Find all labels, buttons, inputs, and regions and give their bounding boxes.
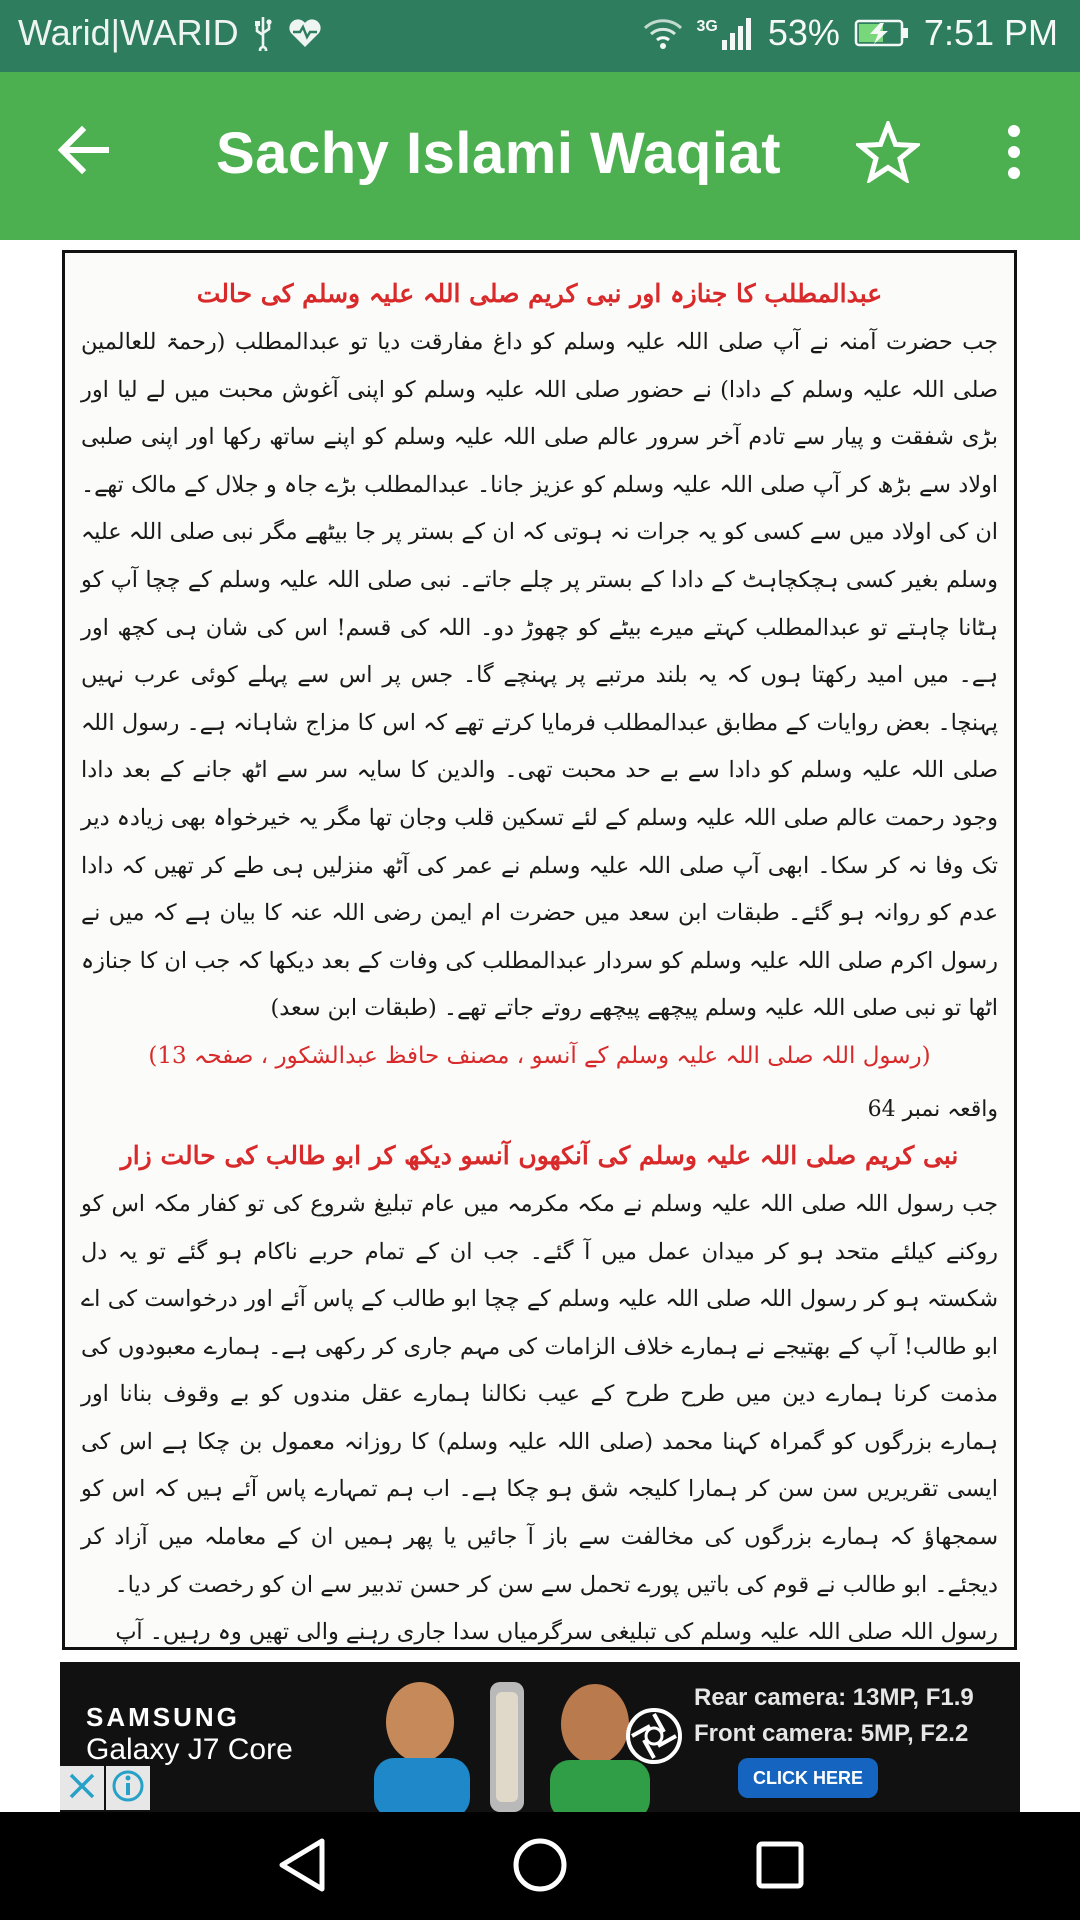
wifi-icon <box>643 16 683 50</box>
ad-spec-rear: Rear camera: 13MP, F1.9 <box>694 1684 974 1711</box>
waqia-number: واقعہ نمبر 64 <box>867 1096 998 1122</box>
battery-charging-icon <box>854 18 910 48</box>
article-page <box>62 250 1017 1650</box>
network-type-label: 3G <box>696 18 718 35</box>
status-left <box>18 12 323 54</box>
overflow-menu-button[interactable] <box>984 112 1044 196</box>
ad-spec-front: Front camera: 5MP, F2.2 <box>694 1720 969 1747</box>
app-title: Sachy Islami Waqiat <box>216 121 782 186</box>
system-nav-bar <box>0 1812 1080 1920</box>
ad-specs <box>694 1680 974 1752</box>
ad-info-button[interactable] <box>106 1766 150 1810</box>
status-right <box>643 12 1058 54</box>
app-bar <box>0 72 1080 240</box>
status-bar <box>0 0 1080 72</box>
ad-click-here-button[interactable]: CLICK HERE <box>738 1758 878 1798</box>
article-paragraph-1: جب حضرت آمنہ نے آپ صلی اللہ علیہ وسلم کو داغ مفارقت دیا تو عبدالمطلب (رحمۃ للعالمین صلی اللہ علیہ وسلم کے دادا) نے حضور صلی اللہ علیہ وسلم کو اپنی آغوش محبت میں لے لیا اور بڑی شفقت و پیار سے تادم آخر سرور عالم صلی اللہ علیہ وسلم کو اپنے ساتھ رکھا اور اپنی صلبی اولاد سے بڑھ کر آپ صلی اللہ علیہ وسلم کو عزیز جانا۔ عبدالمطلب بڑے جاہ و جلال کے مالک تھے۔ ان کی اولاد میں سے کسی کو یہ جرات نہ ہوتی کہ ان کے بستر پر جا بیٹھے مگر نبی صلی اللہ علیہ وسلم بغیر کسی ہچکچاہٹ کے دادا کے بستر پر چلے جاتے۔ نبی صلی اللہ علیہ وسلم کے چچا آپ کو ہٹانا چاہتے تو عبدالمطلب کہتے میرے بیٹے کو چھوڑ دو۔ اللہ کی قسم! اس کی شان ہی کچھ اور ہے۔ میں امید رکھتا ہوں کہ یہ بلند مرتبے پر پہنچے گا۔ جس پر اس سے پہلے کوئی عرب نہیں پہنچا۔ بعض روایات کے مطابق عبدالمطلب فرمایا کرتے تھے کہ اس کا مزاج شاہانہ ہے۔ رسول اللہ صلی اللہ علیہ وسلم کو دادا سے بے حد محبت تھی۔ والدین کا سایہ سر سے اٹھ جانے کے بعد دادا وجود رحمت عالم صلی اللہ علیہ وسلم کے لئے تسکین قلب وجان تھا مگر یہ خیرخواہ بھی زیادہ دیر تک وفا نہ کر سکا۔ ابھی آپ صلی اللہ علیہ وسلم نے عمر کی آٹھ منزلیں ہی طے کر تھیں کہ دادا عدم کو روانہ ہو گئے۔ طبقات ابن سعد میں حضرت ام ایمن رضی اللہ عنہ کا بیان ہے کہ میں نے رسول اکرم صلی اللہ علیہ وسلم کو سردار عبدالمطلب کی وفات کے بعد دیکھا کہ جب ان کا جنازہ اٹھا تو نبی صلی اللہ علیہ وسلم پیچھے پیچھے روتے جاتے تھے۔ (طبقات ابن سعد) <box>81 329 998 1022</box>
article-paragraph-3: رسول اللہ صلی اللہ علیہ وسلم کی تبلیغی سرگرمیاں سدا جاری رہنے والی تھیں وہ رہیں۔ آپ <box>115 1619 998 1646</box>
nav-back-button[interactable] <box>262 1832 342 1902</box>
close-icon <box>67 1771 97 1805</box>
usb-icon <box>251 15 275 51</box>
recents-square-icon <box>754 1839 806 1895</box>
article-heading-2: نبی کریم صلی اللہ علیہ وسلم کی آنکھوں آنسو دیکھ کر ابو طالب کی حالت زار <box>120 1140 959 1170</box>
back-triangle-icon <box>274 1835 330 1899</box>
signal-icon <box>720 16 754 50</box>
ad-brand-line2: Galaxy J7 Core <box>86 1733 293 1766</box>
article-heading-1: عبدالمطلب کا جنازہ اور نبی کریم صلی اللہ علیہ وسلم کی حالت <box>196 279 883 308</box>
nav-home-button[interactable] <box>500 1832 580 1902</box>
battery-percent-label: 53% <box>767 12 840 53</box>
nav-recents-button[interactable] <box>740 1832 820 1902</box>
camera-lens-icon <box>622 1704 686 1768</box>
ad-brand-line1: SAMSUNG <box>86 1702 240 1732</box>
star-outline-icon <box>856 121 920 187</box>
clock-label: 7:51 PM <box>923 12 1058 53</box>
ad-close-button[interactable] <box>60 1766 104 1810</box>
article-paragraph-2: جب رسول اللہ صلی اللہ علیہ وسلم نے مکہ مکرمہ میں عام تبلیغ شروع کی تو کفار مکہ اس کو روکنے کیلئے متحد ہو کر میدان عمل میں آ گئے۔ جب ان کے تمام حربے ناکام ہو گئے تو یہ دل شکستہ ہو کر رسول اللہ صلی اللہ علیہ وسلم کے چچا ابو طالب کے پاس آئے اور درخواست کی اے ابو طالب! آپ کے بھتیجے نے ہمارے خلاف الزامات کی مہم جاری کر رکھی ہے۔ ہمارے معبودوں کی مذمت کرنا ہمارے دین میں طرح طرح کے عیب نکالنا ہمارے عقل مندوں کو بے وقوف بنانا اور ہمارے بزرگوں کو گمراہ کہنا محمد (صلی اللہ علیہ وسلم) کا روزانہ معمول بن چکا ہے اس کی ایسی تقریریں سن سن کر ہمارا کلیجہ شق ہو چکا ہے۔ اب ہم تمہارے پاس آئے ہیں کہ اس کو سمجھاؤ کہ ہمارے بزرگوں کی مخالفت سے باز آ جائیں یا پھر ہمیں ان کے معاملہ میں آزاد کر دیجئے۔ ابو طالب نے قوم کی باتیں پورے تحمل سے سن کر حسن تدبیر سے ان کو رخصت کر دیا۔ <box>81 1190 998 1598</box>
ad-banner[interactable] <box>60 1662 1020 1812</box>
favorite-button[interactable] <box>846 112 930 196</box>
more-vert-icon <box>1006 124 1022 184</box>
article-reference: (رسول اللہ صلی اللہ علیہ وسلم کے آنسو ، مصنف حافظ عبدالشکور ، صفحہ 13) <box>148 1042 931 1069</box>
ad-brand <box>86 1702 293 1767</box>
back-button[interactable] <box>44 112 124 192</box>
arrow-left-icon <box>56 122 112 182</box>
carrier-label: Warid|WARID <box>18 12 239 53</box>
home-circle-icon <box>510 1835 570 1899</box>
info-icon <box>111 1769 145 1807</box>
heart-monitor-icon <box>287 17 323 49</box>
